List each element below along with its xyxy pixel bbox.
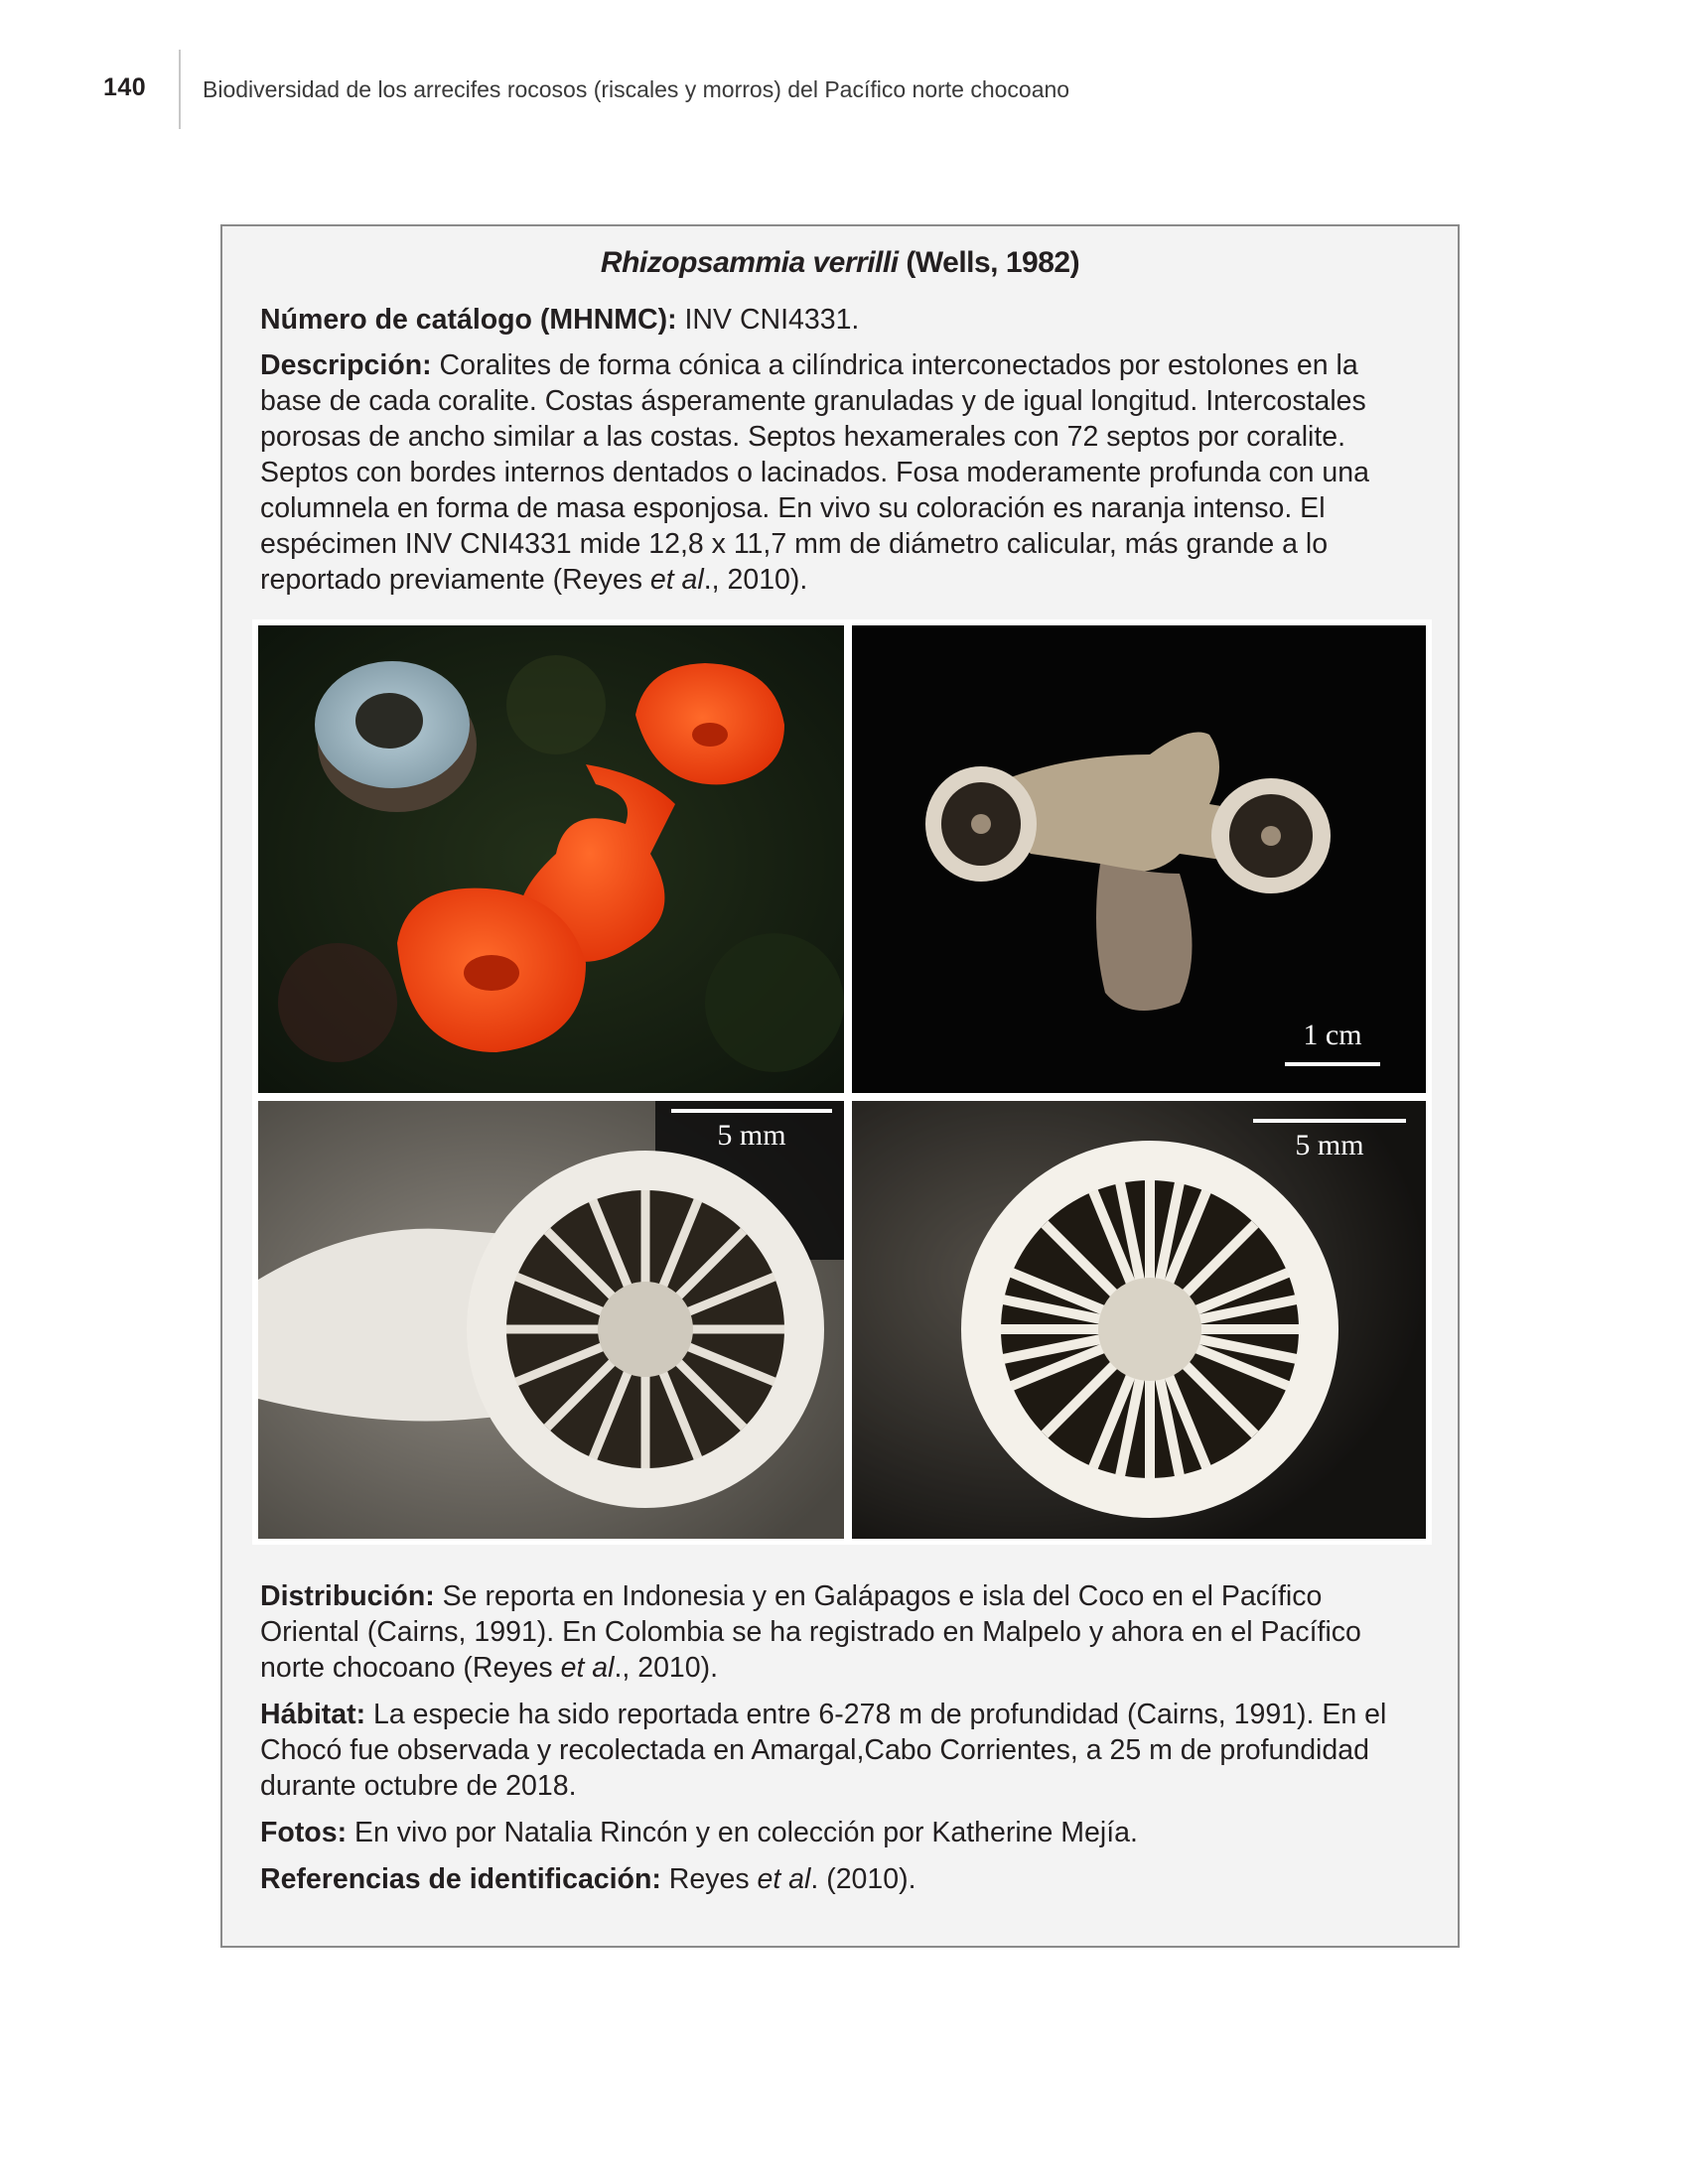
- habitat-label: Hábitat:: [260, 1699, 366, 1730]
- references-label: Referencias de identificación:: [260, 1863, 661, 1895]
- page-number: 140: [103, 73, 147, 101]
- running-title: Biodiversidad de los arrecifes rocosos (riscales y morros) del Pacífico norte chocoano: [203, 76, 1070, 102]
- distribution-paragraph: [260, 1578, 1422, 1686]
- references-paragraph: [260, 1861, 1422, 1897]
- distribution-text-end: ., 2010).: [614, 1652, 719, 1684]
- scale-line-1cm: [1285, 1062, 1380, 1066]
- fotos-paragraph: [260, 1815, 1422, 1850]
- scale-line-5mm-b: [1253, 1119, 1406, 1123]
- species-name: Rhizopsammia verrilli: [600, 246, 899, 279]
- description-label: Descripción:: [260, 349, 432, 381]
- photo-calice-side: [258, 1101, 844, 1539]
- habitat-text: La especie ha sido reportada entre 6-278 m de profundidad (Cairns, 1991). En el Chocó fue observada y recolectada en Amargal,Cabo Corrientes, a 25 m de profundidad durante octubre de 2018.: [260, 1699, 1387, 1802]
- distribution-text: Se reporta en Indonesia y en Galápagos e isla del Coco en el Pacífico Oriental (Cairns, 1991). En Colombia se ha registrado en Malpelo y ahora en el Pacífico norte chocoano (Reyes: [260, 1580, 1361, 1684]
- species-card: [220, 224, 1460, 1948]
- description-paragraph: [260, 347, 1422, 598]
- distribution-et-al: et al: [560, 1652, 615, 1684]
- scale-label-5mm-b: 5 mm: [1295, 1129, 1364, 1161]
- description-text: Coralites de forma cónica a cilíndrica interconectados por estolones en la base de cada coralite. Costas ásperamente granuladas y de igual longitud. Intercostales porosas de ancho similar a las costas. Septos hexamerales con 72 septos por coralite. Septos con bordes internos dentados o lacinados. Fosa moderamente profunda con una columnela en forma de masa esponjosa. En vivo su coloración es naranja intenso. El espécimen INV CNI4331 mide 12,8 x 11,7 mm de diámetro calicular, más grande a lo reportado previamente (Reyes: [260, 349, 1369, 596]
- references-text-end: . (2010).: [810, 1863, 916, 1895]
- photo-calice-top: [852, 1101, 1426, 1539]
- photo-skeleton-colony: [852, 625, 1426, 1093]
- species-title: [222, 246, 1458, 280]
- references-et-al: et al: [757, 1863, 811, 1895]
- header-divider: [179, 50, 181, 129]
- fotos-label: Fotos:: [260, 1817, 348, 1848]
- scale-bar-5mm-b: [1253, 1119, 1406, 1168]
- scale-line-5mm-a: [671, 1109, 832, 1113]
- catalog-paragraph: [260, 302, 1422, 338]
- scale-label-1cm: 1 cm: [1303, 1019, 1362, 1051]
- references-text: Reyes: [660, 1863, 758, 1895]
- distribution-label: Distribución:: [260, 1580, 435, 1612]
- fotos-text: En vivo por Natalia Rincón y en colección por Katherine Mejía.: [347, 1817, 1138, 1848]
- description-et-al: et al: [649, 564, 704, 596]
- scale-bar-5mm-a: [671, 1109, 832, 1159]
- scale-bar-1cm: [1285, 1019, 1380, 1068]
- scale-label-5mm-a: 5 mm: [717, 1119, 786, 1152]
- habitat-paragraph: [260, 1697, 1422, 1804]
- photo-live-colonies: [258, 625, 844, 1093]
- description-text-end: ., 2010).: [703, 564, 808, 596]
- species-authority: (Wells, 1982): [898, 246, 1080, 279]
- catalog-value: INV CNI4331.: [676, 304, 860, 336]
- photo-panel: [252, 619, 1432, 1545]
- catalog-label: Número de catálogo (MHNMC):: [260, 304, 677, 336]
